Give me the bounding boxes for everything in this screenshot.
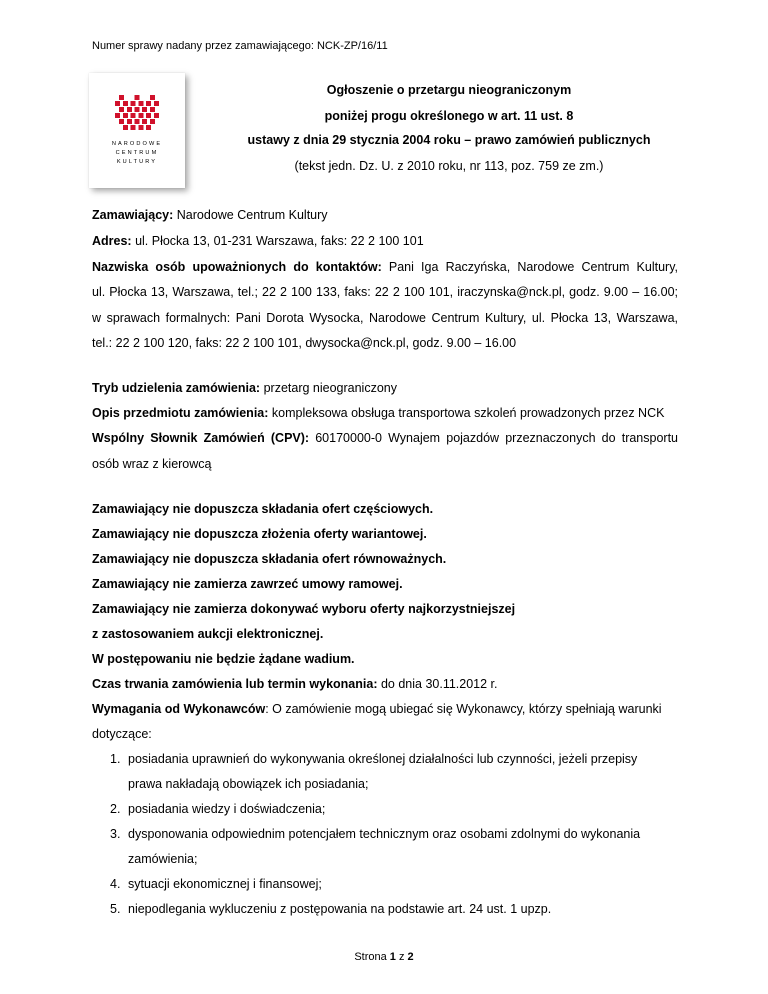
statement: Zamawiający nie zamierza dokonywać wyboru oferty najkorzystniejszej	[92, 602, 516, 616]
statement: W postępowaniu nie będzie żądane wadium.	[92, 652, 355, 666]
page-number: Strona 1 z 2	[354, 951, 414, 963]
contacts-line-3: w sprawach formalnych: Pani Dorota Wysocka, Narodowe Centrum Kultury, ul. Płocka 13, Warszawa,	[92, 311, 678, 325]
contacts-line-2: ul. Płocka 13, Warszawa, tel.; 22 2 100 133, faks: 22 2 100 101, iraczynska@nck.pl, godz. 9.00 – 16.00;	[92, 285, 678, 299]
title-line-2: poniżej progu określonego w art. 11 ust. 8	[324, 109, 574, 123]
cpv-code: Wspólny Słownik Zamówień (CPV): 60170000-0 Wynajem pojazdów przeznaczonych do transportu	[92, 431, 679, 445]
procurement-subject: Opis przedmiotu zamówienia: kompleksowa obsługa transportowa szkoleń prowadzonych przez NCK	[92, 406, 665, 420]
title-line-4: (tekst jedn. Dz. U. z 2010 roku, nr 113, poz. 759 ze zm.)	[294, 159, 604, 173]
list-item: 5. niepodlegania wykluczeniu z postępowania na podstawie art. 24 ust. 1 upzp.	[110, 902, 552, 916]
statement: Zamawiający nie dopuszcza składania ofert częściowych.	[92, 502, 434, 516]
title-line-3: ustawy z dnia 29 stycznia 2004 roku – prawo zamówień publicznych	[247, 133, 651, 147]
contacts-line-4: tel.: 22 2 100 120, faks: 22 2 100 101, dwysocka@nck.pl, godz. 9.00 – 16.00	[92, 336, 517, 350]
requirements-intro: Wymagania od Wykonawców: O zamówienie mogą ubiegać się Wykonawcy, którzy spełniają warunki	[92, 702, 662, 716]
nck-logo	[89, 73, 185, 188]
case-number: Numer sprawy nadany przez zamawiającego: NCK-ZP/16/11	[92, 40, 388, 52]
statement: Zamawiający nie zamierza zawrzeć umowy ramowej.	[92, 577, 403, 591]
list-item: 1. posiadania uprawnień do wykonywania określonej działalności lub czynności, jeżeli przepisy	[110, 752, 638, 766]
list-item: 3. dysponowania odpowiednim potencjałem technicznym oraz osobami zdolnymi do wykonania	[110, 827, 641, 841]
list-item-cont: prawa nakładają obowiązek ich posiadania;	[128, 777, 369, 791]
contracting-authority: Zamawiający: Narodowe Centrum Kultury	[92, 208, 328, 222]
logo-wordmark: NARODOWE CENTRUM KULTURY	[111, 141, 163, 165]
crown-icon	[115, 95, 159, 135]
list-item: 2. posiadania wiedzy i doświadczenia;	[110, 802, 326, 816]
requirements-intro-cont: dotyczące:	[92, 727, 152, 741]
contract-duration: Czas trwania zamówienia lub termin wykonania: do dnia 30.11.2012 r.	[92, 677, 498, 691]
list-item-cont: zamówienia;	[128, 852, 198, 866]
procedure-mode: Tryb udzielenia zamówienia: przetarg nieograniczony	[92, 381, 397, 395]
contacts-line-1: Nazwiska osób upoważnionych do kontaktów: Pani Iga Raczyńska, Narodowe Centrum Kultury,	[92, 260, 678, 274]
title-line-1: Ogłoszenie o przetargu nieograniczonym	[326, 83, 572, 97]
statement: z zastosowaniem aukcji elektronicznej.	[92, 627, 324, 641]
statement: Zamawiający nie dopuszcza złożenia oferty wariantowej.	[92, 527, 427, 541]
statement: Zamawiający nie dopuszcza składania ofert równoważnych.	[92, 552, 447, 566]
list-item: 4. sytuacji ekonomicznej i finansowej;	[110, 877, 322, 891]
cpv-description: osób wraz z kierowcą	[92, 457, 212, 471]
address: Adres: ul. Płocka 13, 01-231 Warszawa, faks: 22 2 100 101	[92, 234, 424, 248]
